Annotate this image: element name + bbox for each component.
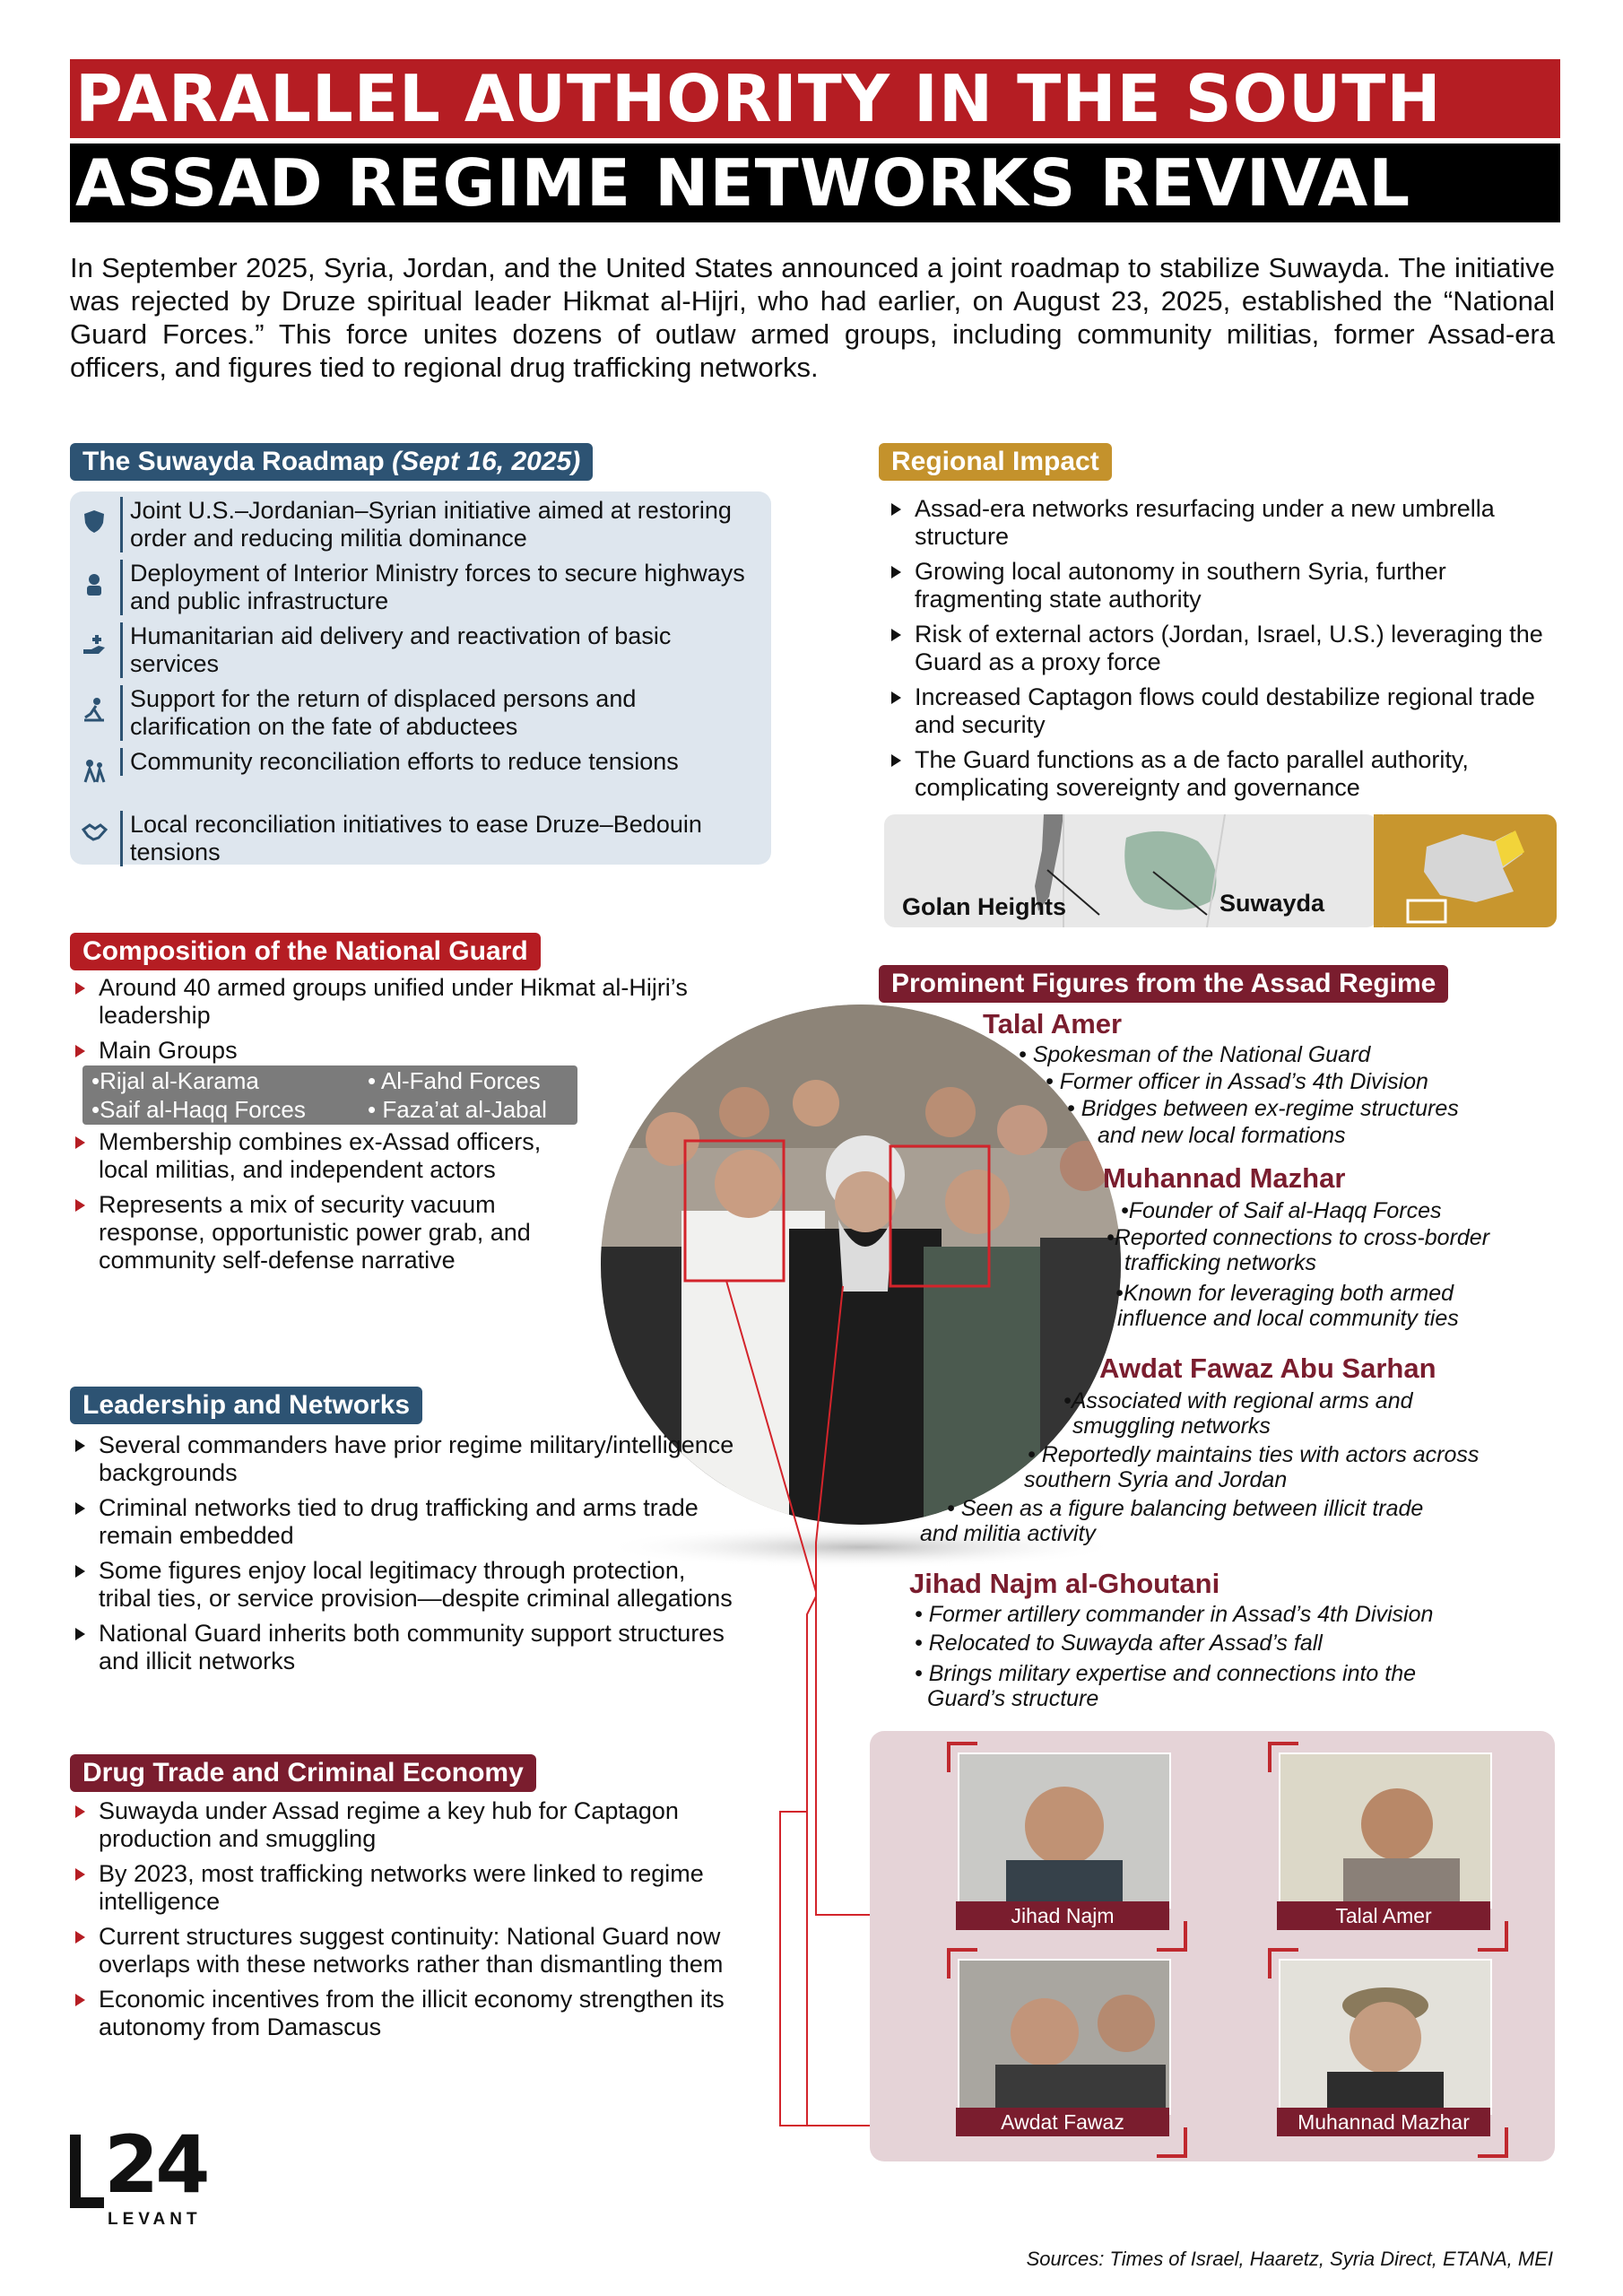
roadmap-item: Support for the return of displaced persons and clarification on the fate of abductees (120, 685, 758, 741)
composition-list-bottom (72, 1128, 592, 1282)
roadmap-item: Community reconciliation efforts to reduce tensions (120, 748, 758, 776)
figure-detail: Guard’s structure (927, 1686, 1099, 1711)
portrait-photo (958, 1752, 1171, 1909)
drug-trade-label: Drug Trade and Criminal Economy (70, 1754, 536, 1792)
aid-hand-icon (81, 631, 108, 658)
figure-detail: trafficking networks (1124, 1250, 1316, 1275)
frame-bracket (1157, 1921, 1187, 1952)
sources: Sources: Times of Israel, Haaretz, Syria Direct, ETANA, MEI (1026, 2248, 1553, 2270)
handshake-icon (81, 818, 108, 845)
portrait-photo (958, 1959, 1171, 2115)
figures-label: Prominent Figures from the Assad Regime (879, 965, 1448, 1003)
portrait-label: Jihad Najm (956, 1901, 1169, 1930)
logo-number: 24 (104, 2118, 207, 2211)
roadmap-item: Joint U.S.–Jordanian–Syrian initiative aimed at restoring order and reducing militia dominance (120, 497, 758, 552)
figure-detail: •Associated with regional arms and (1063, 1388, 1413, 1413)
figure-name-awdat: Awdat Fawaz Abu Sarhan (1099, 1352, 1436, 1384)
roadmap-item: Humanitarian aid delivery and reactivation of basic services (120, 622, 758, 678)
figure-detail: • Seen as a figure balancing between illicit trade (947, 1496, 1424, 1521)
composition-label: Composition of the National Guard (70, 933, 541, 970)
figure-name-jihad: Jihad Najm al-Ghoutani (909, 1568, 1220, 1599)
portrait-label: Awdat Fawaz (956, 2108, 1169, 2136)
title-line-2: ASSAD REGIME NETWORKS REVIVAL (70, 144, 1560, 222)
map-label-suwayda: Suwayda (1219, 890, 1325, 917)
figure-detail: •Founder of Saif al-Haqq Forces (1121, 1198, 1442, 1223)
list-item: Economic incentives from the illicit economy strengthen its autonomy from Damascus (72, 1986, 735, 2041)
map-label-golan: Golan Heights (902, 893, 1067, 920)
list-item: National Guard inherits both community support structures and illicit networks (72, 1620, 735, 1675)
logo-l-mark (68, 2135, 104, 2212)
frame-bracket (1157, 2127, 1187, 2158)
list-item: Growing local autonomy in southern Syria, further fragmenting state authority (888, 558, 1569, 613)
figure-detail: • Former artillery commander in Assad’s 4th Division (915, 1602, 1434, 1627)
regional-impact-label: Regional Impact (879, 443, 1112, 481)
leadership-list (72, 1431, 735, 1683)
main-groups-box (82, 1065, 577, 1125)
portrait-label: Talal Amer (1277, 1901, 1490, 1930)
police-icon (81, 570, 108, 597)
roadmap-date: (Sept 16, 2025) (392, 447, 581, 476)
roadmap-item: Local reconciliation initiatives to ease Druze–Bedouin tensions (120, 811, 758, 866)
drug-trade-list (72, 1797, 735, 2048)
list-item: Risk of external actors (Jordan, Israel, U.S.) leveraging the Guard as a proxy force (888, 621, 1569, 676)
list-item: Suwayda under Assad regime a key hub for Captagon production and smuggling (72, 1797, 735, 1853)
list-item: Increased Captagon flows could destabilize regional trade and security (888, 683, 1569, 739)
shield-icon (81, 508, 108, 535)
figure-detail: •Reported connections to cross-border (1107, 1225, 1490, 1250)
group-name: • Faza’at al-Jabal (368, 1096, 547, 1123)
portrait-label: Muhannad Mazhar (1277, 2108, 1490, 2136)
displaced-person-icon (81, 696, 108, 723)
figure-detail: •Known for leveraging both armed (1115, 1281, 1454, 1306)
frame-bracket (1478, 1921, 1508, 1952)
l24-logo (68, 2118, 256, 2229)
figure-detail: • Bridges between ex-regime structures (1067, 1096, 1459, 1121)
figure-detail: smuggling networks (1072, 1413, 1271, 1439)
roadmap-item: Deployment of Interior Ministry forces to secure highways and public infrastructure (120, 560, 758, 615)
list-item: By 2023, most trafficking networks were linked to regime intelligence (72, 1860, 735, 1916)
frame-bracket (1478, 2127, 1508, 2158)
group-name: •Rijal al-Karama (91, 1067, 259, 1094)
roadmap-label (70, 443, 593, 481)
figure-detail: and militia activity (920, 1521, 1096, 1546)
list-item: The Guard functions as a de facto parallel authority, complicating sovereignty and governance (888, 746, 1569, 802)
figure-detail: • Relocated to Suwayda after Assad’s fall (915, 1631, 1323, 1656)
list-item: Current structures suggest continuity: National Guard now overlaps with these networks rather than dismantling them (72, 1923, 735, 1979)
list-item: Around 40 armed groups unified under Hikmat al-Hijri’s leadership (72, 974, 699, 1030)
leadership-label: Leadership and Networks (70, 1387, 422, 1424)
list-item: Membership combines ex-Assad officers, local militias, and independent actors (72, 1128, 592, 1184)
intro-paragraph: In September 2025, Syria, Jordan, and the United States announced a joint roadmap to stabilize Suwayda. The initiative was rejected by Druze spiritual leader Hikmat al-Hijri, who had earlier, on August 23, 2025, established the “National Guard Forces.” This force unites dozens of outlaw armed groups, including community militias, former Assad-era officers, and figures tied to regional drug trafficking networks. (70, 252, 1555, 383)
regional-impact-list (888, 495, 1569, 809)
roadmap-label-text: The Suwayda Roadmap (82, 447, 385, 476)
group-name: •Saif al-Haqq Forces (91, 1096, 306, 1123)
figure-detail: • Former officer in Assad’s 4th Division (1046, 1069, 1428, 1094)
figure-name-muhannad: Muhannad Mazhar (1103, 1162, 1346, 1194)
list-item: Some figures enjoy local legitimacy through protection, tribal ties, or service provision—despite criminal allegations (72, 1557, 735, 1613)
figure-detail: • Brings military expertise and connections into the (915, 1661, 1417, 1686)
figure-detail: and new local formations (1098, 1123, 1346, 1148)
portrait-photo (1279, 1959, 1492, 2115)
list-item: Main Groups (72, 1037, 699, 1065)
logo-brand: LEVANT (108, 2210, 202, 2229)
community-icon (81, 757, 108, 784)
title-line-1: PARALLEL AUTHORITY IN THE SOUTH (70, 59, 1560, 138)
figure-detail: influence and local community ties (1117, 1306, 1459, 1331)
list-item: Criminal networks tied to drug trafficking and arms trade remain embedded (72, 1494, 735, 1550)
figure-detail: • Reportedly maintains ties with actors across (1028, 1442, 1480, 1467)
figure-name-talal: Talal Amer (983, 1008, 1123, 1039)
portrait-photo (1279, 1752, 1492, 1909)
roadmap-box (70, 491, 771, 865)
figure-detail: • Spokesman of the National Guard (1019, 1042, 1371, 1067)
list-item: Represents a mix of security vacuum response, opportunistic power grab, and community self-defense narrative (72, 1191, 592, 1274)
list-item: Several commanders have prior regime military/intelligence backgrounds (72, 1431, 735, 1487)
list-item: Assad-era networks resurfacing under a new umbrella structure (888, 495, 1569, 551)
group-name: • Al-Fahd Forces (368, 1067, 541, 1094)
figure-detail: southern Syria and Jordan (1024, 1467, 1288, 1492)
